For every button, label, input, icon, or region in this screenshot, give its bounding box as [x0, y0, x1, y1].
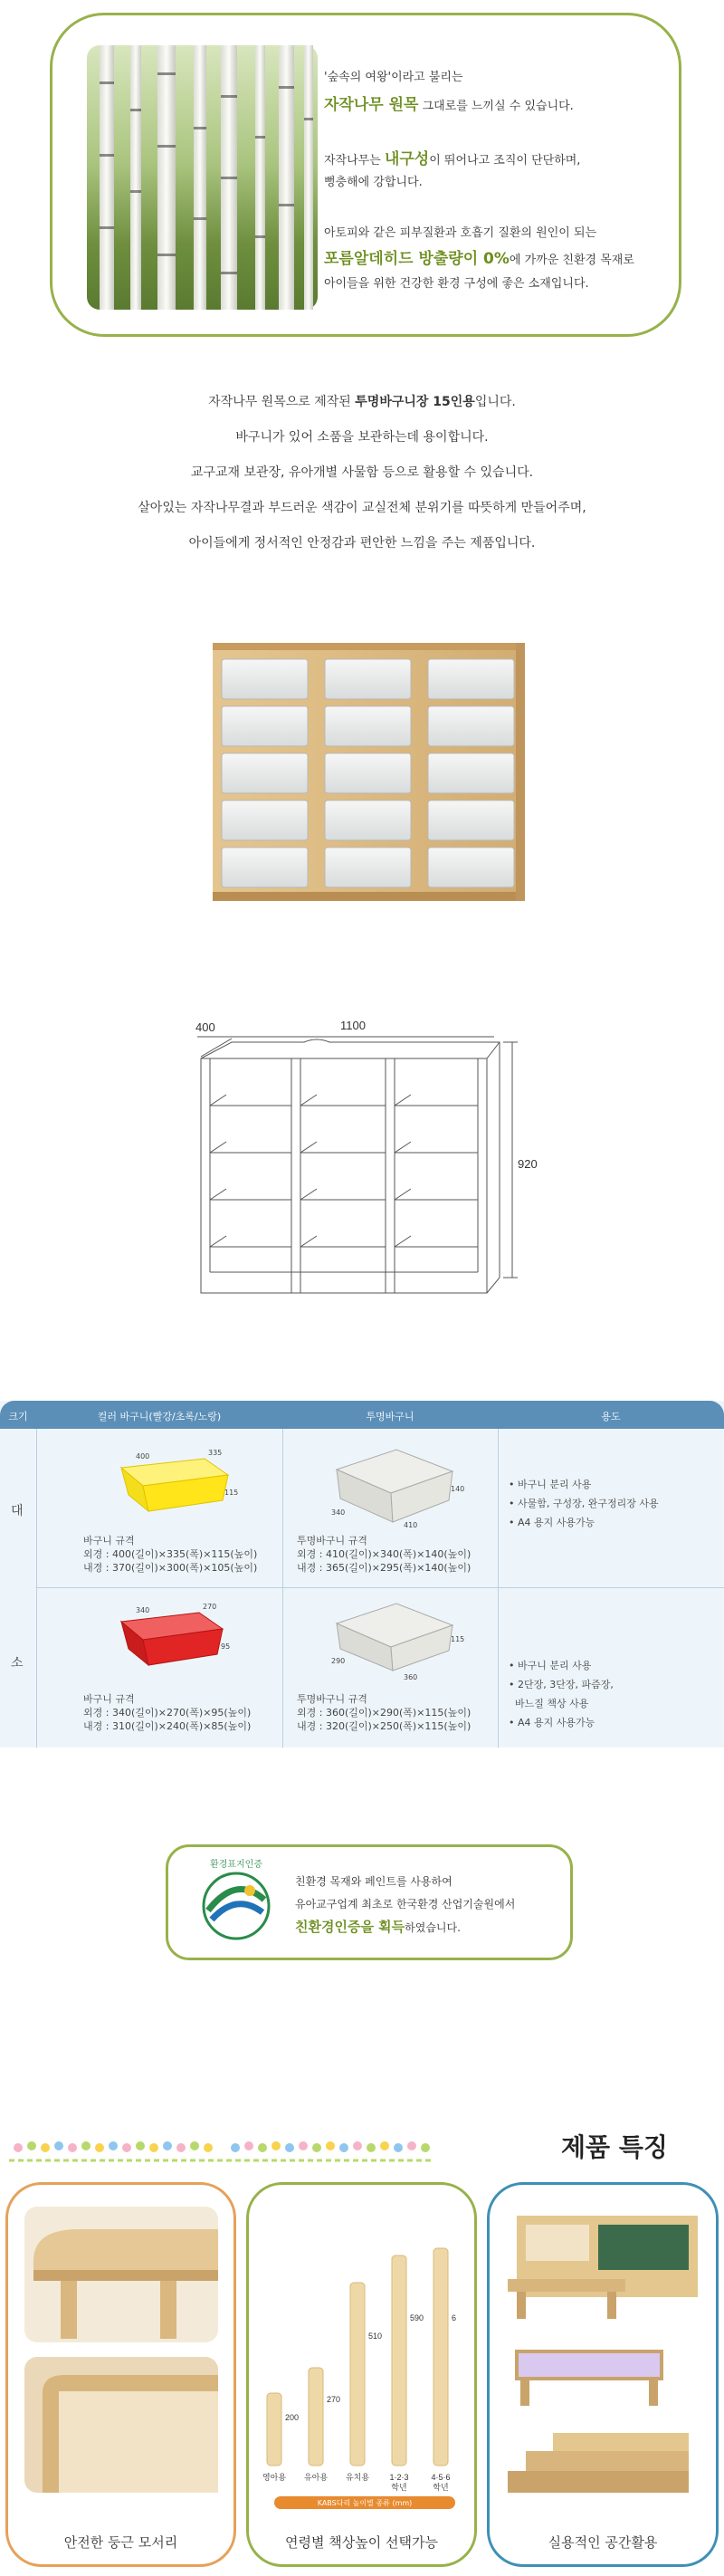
intro-line: 포름알데히드 방출량이 0%에 가까운 친환경 목재로: [324, 250, 634, 268]
intro-line: 자작나무는 내구성이 뛰어나고 조직이 단단하며,: [324, 150, 581, 168]
desc-line: 바구니가 있어 소품을 보관하는데 용이합니다.: [235, 430, 489, 445]
svg-text:290: 290: [331, 1657, 346, 1665]
feature-card-leg-heights: [246, 2182, 477, 2567]
svg-text:270: 270: [203, 1603, 217, 1611]
clear-basket-spec: 투명바구니 규격 외경 : 410(길이)×340(폭)×140(높이) 내경 : 365(길이)×295(폭)×140(높이): [297, 1535, 472, 1574]
svg-text:400: 400: [136, 1452, 150, 1460]
eco-label-logo: [195, 1856, 277, 1947]
svg-text:학년: 학년: [433, 2483, 449, 2492]
desc-line: 살아있는 자작나무결과 부드러운 색감이 교실전체 분위기를 따뜻하게 만들어주며,: [138, 501, 586, 515]
red-basket-image: [109, 1602, 235, 1674]
color-basket-spec: 바구니 규격 외경 : 340(길이)×270(폭)×95(높이) 내경 : 310(길이)×240(폭)×85(높이): [83, 1693, 252, 1732]
svg-text:510: 510: [368, 2332, 383, 2341]
svg-text:200: 200: [285, 2413, 300, 2422]
header-cell: 크기: [8, 1411, 28, 1422]
intro-box: [50, 13, 681, 337]
table-header: [0, 1401, 724, 1429]
feature-card-space: [487, 2182, 719, 2567]
svg-text:340: 340: [136, 1606, 150, 1614]
header-cell: 컬러 바구니(빨강/초록/노랑): [97, 1411, 222, 1422]
svg-text:학년: 학년: [391, 2483, 407, 2492]
usage-list: • 바구니 분리 사용 • 사물함, 구성장, 완구정리장 사용 • A4 용지 사용가능: [509, 1479, 659, 1528]
furniture-photos: [499, 2198, 710, 2514]
svg-text:영아용: 영아용: [262, 2473, 287, 2482]
rounded-table-photo: [24, 2207, 218, 2342]
intro-line: 아토피와 같은 피부질환과 호흡기 질환의 원인이 되는: [324, 226, 597, 240]
height-label: 920: [518, 1157, 538, 1171]
svg-text:환경표지인증: 환경표지인증: [210, 1860, 262, 1870]
desc-line: 아이들에게 정서적인 안정감과 편안한 느낌을 주는 제품입니다.: [188, 536, 536, 551]
svg-text:140: 140: [451, 1485, 465, 1493]
feature-card-rounded-corner: [5, 2182, 236, 2567]
svg-text:340: 340: [331, 1508, 346, 1517]
leg-heights-chart: [256, 2212, 473, 2511]
intro-line: 자작나무 원목 그대로를 느끼실 수 있습니다.: [324, 96, 574, 114]
size-label: 소: [11, 1656, 24, 1671]
svg-text:유치용: 유치용: [345, 2473, 370, 2482]
clear-basket-image: [326, 1598, 465, 1681]
kids-decoration-strip: [9, 2130, 552, 2166]
svg-text:4·5·6: 4·5·6: [431, 2473, 451, 2482]
svg-text:유아용: 유아용: [303, 2473, 329, 2482]
header-cell: 투명바구니: [366, 1411, 414, 1422]
cabinet-photo: [213, 643, 525, 901]
color-basket-spec: 바구니 규격 외경 : 400(길이)×335(폭)×115(높이) 내경 : 370(길이)×300(폭)×105(높이): [83, 1535, 258, 1574]
desc-line: 자작나무 원목으로 제작된 투명바구니장 15인용입니다.: [208, 395, 516, 409]
svg-text:95: 95: [221, 1642, 231, 1651]
desc-line: 교구교재 보관장, 유아개별 사물함 등으로 활용할 수 있습니다.: [190, 465, 534, 480]
depth-label: 400: [195, 1020, 215, 1034]
feature-caption: 안전한 둥근 모서리: [63, 2534, 178, 2551]
rounded-shelf-photo: [24, 2357, 218, 2493]
feature-caption: 연령별 책상높이 선택가능: [285, 2534, 438, 2551]
intro-line: '숲속의 여왕'이라고 불리는: [324, 71, 463, 84]
svg-text:335: 335: [208, 1449, 223, 1457]
svg-text:1·2·3: 1·2·3: [389, 2473, 409, 2482]
svg-text:590: 590: [410, 2313, 424, 2322]
svg-text:410: 410: [404, 1521, 418, 1529]
dimension-diagram: [190, 1019, 543, 1308]
features-title: 제품 특징: [561, 2132, 668, 2162]
feature-caption: 실용적인 공간활용: [548, 2534, 658, 2551]
svg-text:360: 360: [404, 1673, 418, 1681]
intro-line: 아이들을 위한 건강한 환경 구성에 좋은 소재입니다.: [324, 277, 589, 291]
clear-basket-image: [326, 1444, 465, 1529]
svg-text:115: 115: [451, 1635, 465, 1643]
size-label: 대: [11, 1504, 24, 1518]
yellow-basket-image: [109, 1448, 239, 1520]
intro-line: 뻥충해에 강합니다.: [324, 176, 423, 189]
usage-list: • 바구니 분리 사용 • 2단장, 3단장, 파즘장, 바느질 책상 사용 • A4 용지 사용가능: [509, 1660, 614, 1729]
svg-text:115: 115: [224, 1489, 239, 1497]
svg-text:KABS다리 높이별 종류 (mm): KABS다리 높이별 종류 (mm): [317, 2499, 413, 2507]
eco-text: 친환경 목재와 페인트를 사용하여 유아교구업계 최초로 한국환경 산업기술원에서 친환경인증을 획득하였습니다.: [295, 1875, 516, 1935]
svg-text:270: 270: [327, 2395, 341, 2404]
eco-certification-box: [166, 1844, 573, 1960]
width-label: 1100: [340, 1019, 366, 1032]
clear-basket-spec: 투명바구니 규격 외경 : 360(길이)×290(폭)×115(높이) 내경 : 320(길이)×250(폭)×115(높이): [297, 1693, 472, 1732]
spec-table: [0, 1401, 724, 1748]
svg-text:6: 6: [452, 2313, 457, 2322]
header-cell: 용도: [601, 1411, 621, 1422]
birch-forest-image: [87, 45, 318, 310]
